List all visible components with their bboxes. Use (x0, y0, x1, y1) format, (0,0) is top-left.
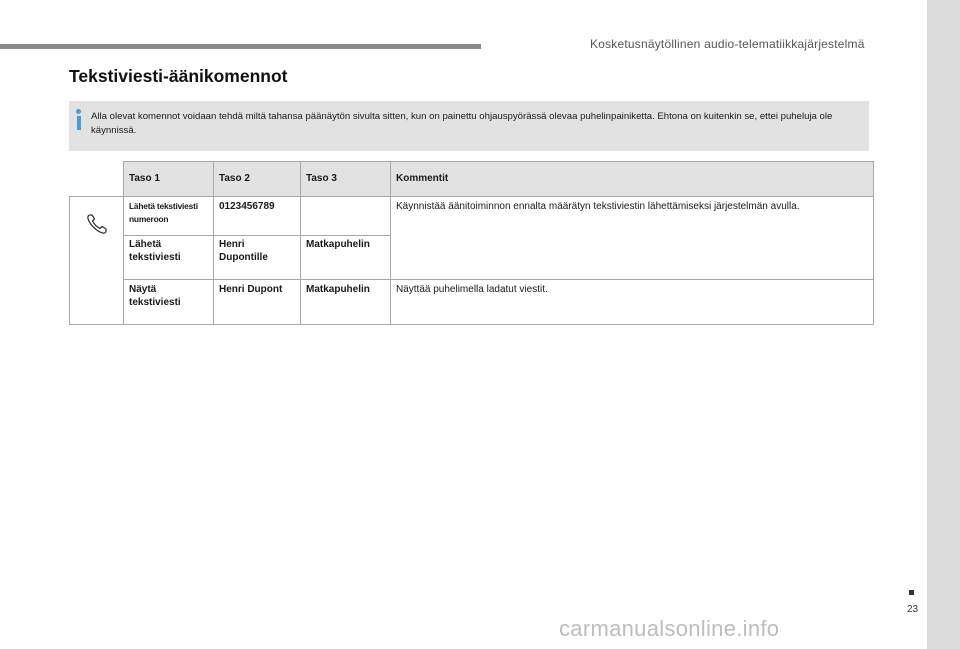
page-number: 23 (907, 604, 919, 615)
table-header-row (70, 162, 874, 197)
section-title: Kosketusnäytöllinen audio-telematiikkajärjestelmä (590, 37, 865, 51)
phone-icon (84, 211, 110, 237)
header-level-1: Taso 1 (124, 162, 214, 197)
comment-cell: Käynnistää äänitoiminnon ennalta määrätyn tekstiviestin lähettämiseksi järjestelmän avulla. (391, 197, 874, 280)
side-tab-strip (927, 0, 960, 649)
page-marker (909, 590, 914, 595)
table-row (70, 197, 874, 236)
table-row (70, 280, 874, 325)
level3-cell (301, 197, 391, 236)
phone-icon-cell (70, 197, 124, 325)
info-note (69, 101, 869, 151)
info-text: Alla olevat komennot voidaan tehdä miltä tahansa päänäytön sivulta sitten, kun on painettu ohjauspyörässä olevaa puhelinpainiketta. Ehtona on kuitenkin se, ettei puheluja ole käynnissä. (91, 111, 833, 136)
level2-cell: 0123456789 (214, 197, 301, 236)
level3-cell: Matkapuhelin (301, 236, 391, 280)
header-level-3: Taso 3 (301, 162, 391, 197)
header-blank-cell (70, 162, 124, 197)
level1-cell: Lähetä tekstiviesti numeroon (124, 197, 214, 236)
header-comments: Kommentit (391, 162, 874, 197)
header-level-2: Taso 2 (214, 162, 301, 197)
comment-cell: Näyttää puhelimella ladatut viestit. (391, 280, 874, 325)
watermark: carmanualsonline.info (559, 616, 780, 641)
info-icon (75, 109, 82, 131)
level2-cell: Henri Dupontille (214, 236, 301, 280)
level3-cell: Matkapuhelin (301, 280, 391, 325)
level2-cell: Henri Dupont (214, 280, 301, 325)
level1-cell: Näytä tekstiviesti (124, 280, 214, 325)
header-rule (0, 44, 481, 49)
page-title: Tekstiviesti-äänikomennot (69, 66, 288, 86)
voice-command-table (69, 161, 874, 325)
level1-cell: Lähetä tekstiviesti (124, 236, 214, 280)
